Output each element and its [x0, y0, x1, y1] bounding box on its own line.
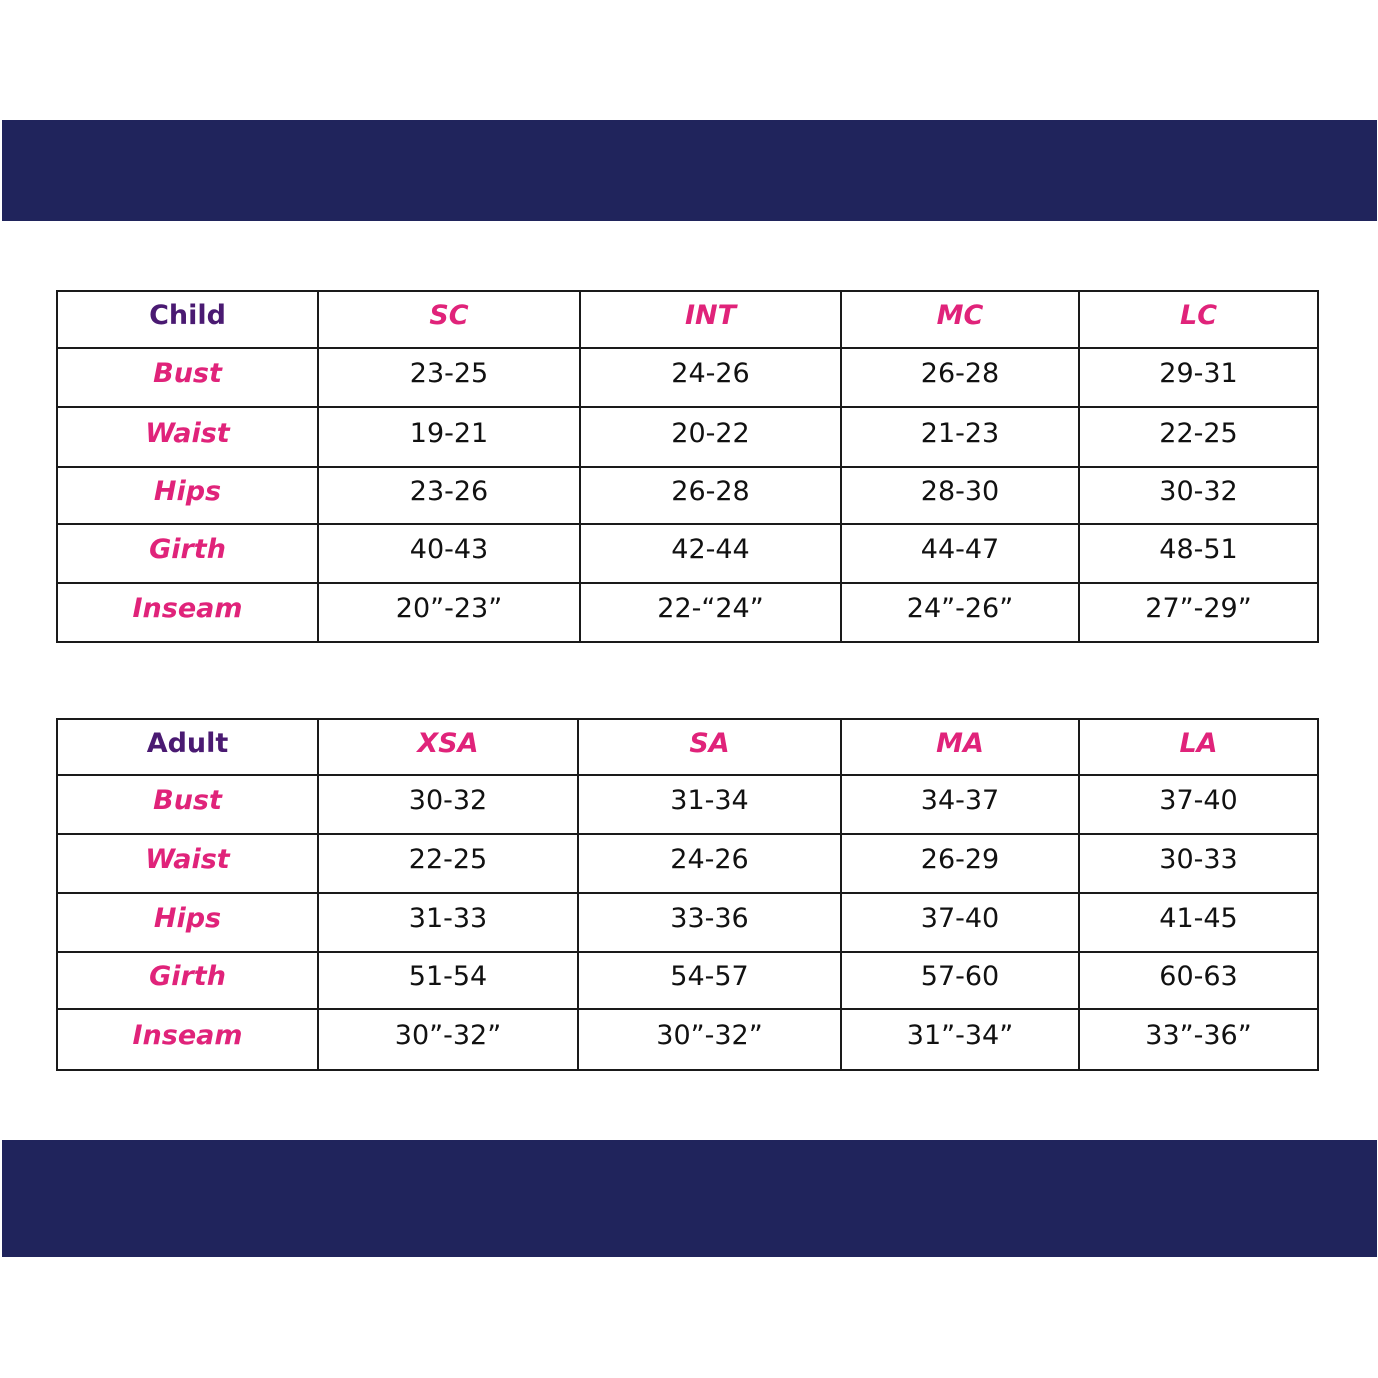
adult-size-table: [56, 718, 1319, 1071]
table-cell: 31”-34”: [841, 1009, 1079, 1070]
table-cell: 48-51: [1079, 524, 1318, 583]
table-cell: 41-45: [1079, 893, 1318, 952]
table-cell: 28-30: [841, 467, 1079, 524]
adult-corner-label: Adult: [57, 719, 318, 775]
row-label-hips: Hips: [57, 893, 318, 952]
table-cell: 21-23: [841, 407, 1079, 467]
table-cell: 30”-32”: [578, 1009, 841, 1070]
table-cell: 31-33: [318, 893, 578, 952]
table-cell: 20-22: [580, 407, 841, 467]
table-cell: 33”-36”: [1079, 1009, 1318, 1070]
table-row: [57, 834, 1318, 893]
table-cell: 54-57: [578, 952, 841, 1009]
table-cell: 22-“24”: [580, 583, 841, 642]
row-label-bust: Bust: [57, 775, 318, 834]
table-header-row: [57, 719, 1318, 775]
child-corner-label: Child: [57, 291, 318, 348]
table-cell: 26-28: [841, 348, 1079, 407]
size-header-la: LA: [1079, 719, 1318, 775]
table-cell: 29-31: [1079, 348, 1318, 407]
table-row: [57, 348, 1318, 407]
row-label-girth: Girth: [57, 952, 318, 1009]
top-banner: [2, 120, 1377, 221]
table-header-row: [57, 291, 1318, 348]
table-cell: 60-63: [1079, 952, 1318, 1009]
table-row: [57, 952, 1318, 1009]
row-label-inseam: Inseam: [57, 583, 318, 642]
table-row: [57, 467, 1318, 524]
table-cell: 22-25: [1079, 407, 1318, 467]
table-cell: 24-26: [578, 834, 841, 893]
table-cell: 37-40: [1079, 775, 1318, 834]
size-header-lc: LC: [1079, 291, 1318, 348]
table-cell: 23-25: [318, 348, 580, 407]
table-row: [57, 775, 1318, 834]
size-header-sa: SA: [578, 719, 841, 775]
table-cell: 30-33: [1079, 834, 1318, 893]
table-cell: 31-34: [578, 775, 841, 834]
table-cell: 19-21: [318, 407, 580, 467]
table-cell: 30-32: [1079, 467, 1318, 524]
row-label-inseam: Inseam: [57, 1009, 318, 1070]
table-row: [57, 1009, 1318, 1070]
row-label-hips: Hips: [57, 467, 318, 524]
table-cell: 42-44: [580, 524, 841, 583]
row-label-bust: Bust: [57, 348, 318, 407]
table-cell: 30-32: [318, 775, 578, 834]
table-cell: 57-60: [841, 952, 1079, 1009]
table-cell: 27”-29”: [1079, 583, 1318, 642]
row-label-waist: Waist: [57, 407, 318, 467]
size-header-sc: SC: [318, 291, 580, 348]
table-cell: 51-54: [318, 952, 578, 1009]
size-header-ma: MA: [841, 719, 1079, 775]
table-cell: 22-25: [318, 834, 578, 893]
table-cell: 20”-23”: [318, 583, 580, 642]
row-label-waist: Waist: [57, 834, 318, 893]
child-size-table: [56, 290, 1319, 643]
size-header-xsa: XSA: [318, 719, 578, 775]
table-cell: 33-36: [578, 893, 841, 952]
table-cell: 34-37: [841, 775, 1079, 834]
size-header-mc: MC: [841, 291, 1079, 348]
size-header-int: INT: [580, 291, 841, 348]
table-cell: 26-28: [580, 467, 841, 524]
table-cell: 24-26: [580, 348, 841, 407]
table-cell: 40-43: [318, 524, 580, 583]
table-cell: 23-26: [318, 467, 580, 524]
row-label-girth: Girth: [57, 524, 318, 583]
table-cell: 24”-26”: [841, 583, 1079, 642]
table-row: [57, 407, 1318, 467]
bottom-banner: [2, 1140, 1377, 1257]
table-cell: 30”-32”: [318, 1009, 578, 1070]
table-row: [57, 893, 1318, 952]
table-row: [57, 583, 1318, 642]
table-cell: 44-47: [841, 524, 1079, 583]
table-cell: 26-29: [841, 834, 1079, 893]
table-row: [57, 524, 1318, 583]
table-cell: 37-40: [841, 893, 1079, 952]
